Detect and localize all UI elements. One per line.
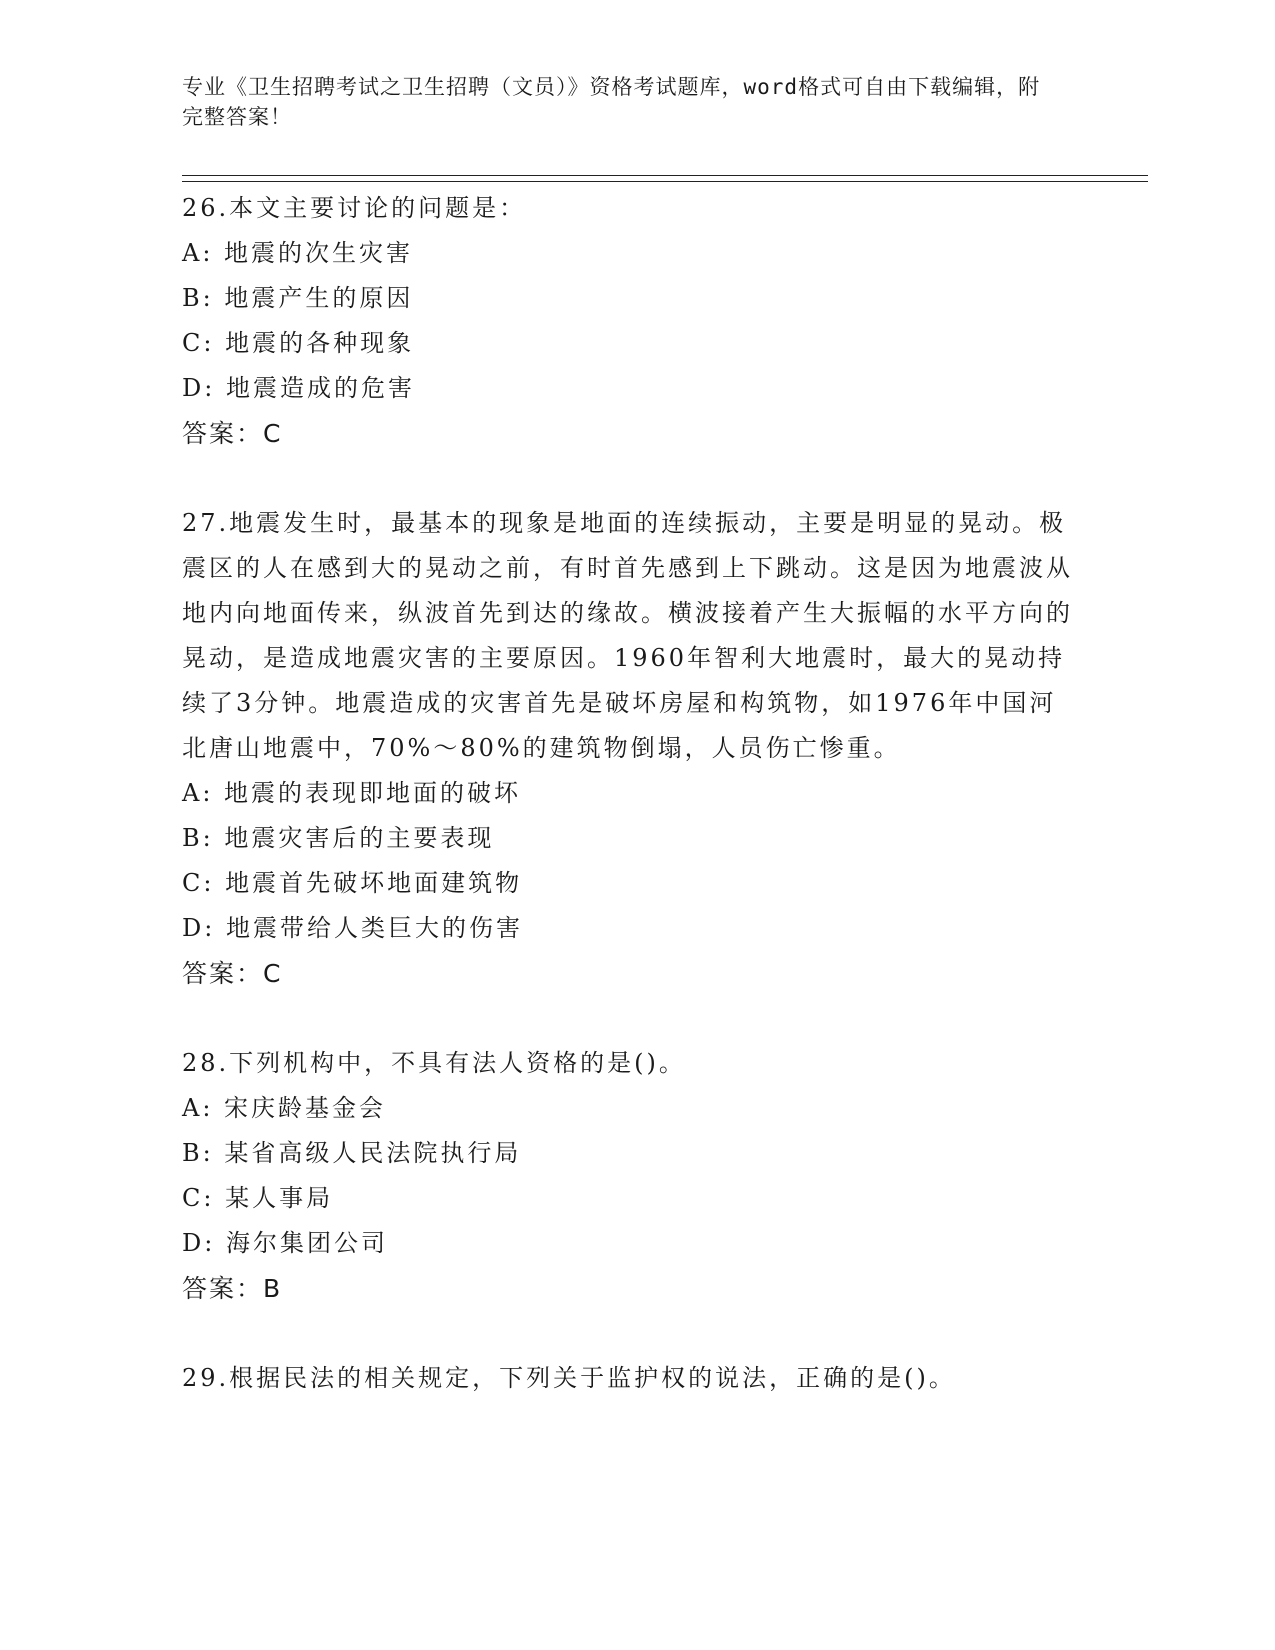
option-d: D: 地震造成的危害 (182, 374, 415, 402)
option-a: A: 地震的次生灾害 (182, 239, 414, 267)
answer-line: 答案：C (182, 959, 283, 988)
question-29 (182, 1356, 1082, 1401)
option-d: D: 海尔集团公司 (182, 1229, 388, 1257)
question-list (182, 186, 1082, 1401)
answer-line: 答案：C (182, 419, 283, 448)
question-stem: 29.根据民法的相关规定，下列关于监护权的说法，正确的是()。 (182, 1364, 956, 1392)
answer-line: 答案：B (182, 1274, 283, 1303)
question-26 (182, 186, 1082, 456)
option-a: A: 地震的表现即地面的破坏 (182, 779, 522, 807)
option-c: C: 地震的各种现象 (182, 329, 415, 357)
spacer (182, 1311, 1082, 1356)
document-header: 专业《卫生招聘考试之卫生招聘（文员）》资格考试题库，word格式可自由下载编辑，附完整答案！ (182, 75, 1041, 129)
option-c: C: 某人事局 (182, 1184, 334, 1212)
question-stem: 26.本文主要讨论的问题是： (182, 194, 527, 222)
spacer (182, 996, 1082, 1041)
question-stem: 27.地震发生时，最基本的现象是地面的连续振动，主要是明显的晃动。极震区的人在感到大的晃动之前，有时首先感到上下跳动。这是因为地震波从地内向地面传来，纵波首先到达的缘故。横波接着产生大振幅的水平方向的晃动，是造成地震灾害的主要原因。1960年智利大地震时，最大的晃动持续了3分钟。地震造成的灾害首先是破坏房屋和构筑物，如1976年中国河北唐山地震中，70%～80%的建筑物倒塌，人员伤亡惨重。 (182, 509, 1073, 762)
option-c: C: 地震首先破坏地面建筑物 (182, 869, 523, 897)
header-rule-top (182, 175, 1148, 176)
question-28 (182, 1041, 1082, 1311)
option-b: B: 某省高级人民法院执行局 (182, 1139, 522, 1167)
option-a: A: 宋庆龄基金会 (182, 1094, 387, 1122)
header-rule-bottom (182, 181, 1148, 182)
spacer (182, 456, 1082, 501)
option-b: B: 地震灾害后的主要表现 (182, 824, 495, 852)
option-d: D: 地震带给人类巨大的伤害 (182, 914, 523, 942)
question-27 (182, 501, 1082, 996)
question-stem: 28.下列机构中，不具有法人资格的是()。 (182, 1049, 686, 1077)
option-b: B: 地震产生的原因 (182, 284, 414, 312)
